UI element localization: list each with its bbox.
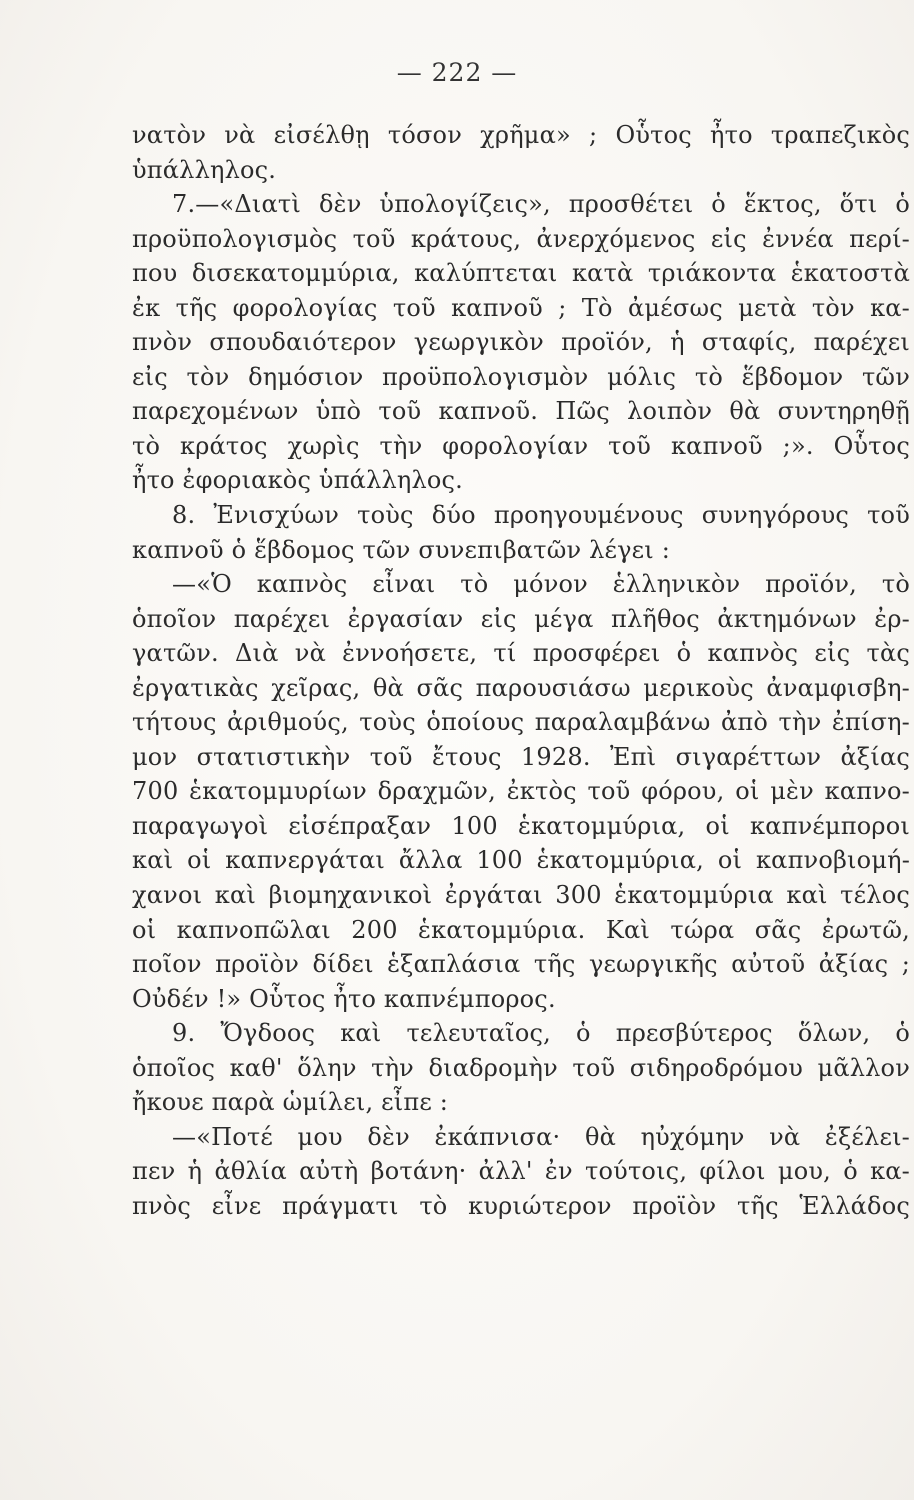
text-line: 7.—«Διατὶ δὲν ὑπολογίζεις», προσθέτει ὁ ἕκτος, ὅτι ὁ <box>172 190 910 219</box>
page-number: — 222 — <box>396 58 518 87</box>
text-line: πεν ἡ ἀθλία αὐτὴ βοτάνη· ἀλλ' ἐν τούτοις, φίλοι μου, ὁ κα- <box>132 1157 910 1186</box>
text-line: ἦτο ἐφοριακὸς ὑπάλληλος. <box>132 466 464 495</box>
text-line: γατῶν. Διὰ νὰ ἐννοήσετε, τί προσφέρει ὁ καπνὸς εἰς τὰς <box>132 639 910 668</box>
text-line: παρεχομένων ὑπὸ τοῦ καπνοῦ. Πῶς λοιπὸν θὰ συντηρηθῇ <box>132 397 910 426</box>
text-line: παραγωγοὶ εἰσέπραξαν 100 ἑκατομμύρια, οἱ καπνέμποροι <box>132 811 910 840</box>
text-line: ἐργατικὰς χεῖρας, θὰ σᾶς παρουσιάσω μερικοὺς ἀναμφισβη- <box>132 673 910 702</box>
text-line: ἐκ τῆς φορολογίας τοῦ καπνοῦ ; Τὸ ἀμέσως μετὰ τὸν κα- <box>132 293 910 322</box>
page-text <box>132 118 910 1224</box>
text-line: 700 ἑκατομμυρίων δραχμῶν, ἐκτὸς τοῦ φόρου, οἱ μὲν καπνο- <box>132 777 910 806</box>
text-line: ποῖον προϊὸν δίδει ἑξαπλάσια τῆς γεωργικῆς αὐτοῦ ἀξίας ; <box>132 950 910 979</box>
text-line: χανοι καὶ βιομηχανικοὶ ἐργάται 300 ἑκατομμύρια καὶ τέλος <box>132 881 910 910</box>
text-line: —«Ὁ καπνὸς εἶναι τὸ μόνον ἑλληνικὸν προϊόν, τὸ <box>172 570 910 599</box>
text-line: ὁποῖον παρέχει ἐργασίαν εἰς μέγα πλῆθος ἀκτημόνων ἐρ- <box>132 604 910 633</box>
text-line: —«Ποτέ μου δὲν ἐκάπνισα· θὰ ηὐχόμην νὰ ἐξέλει- <box>172 1122 910 1151</box>
text-line: ἤκουε παρὰ ὡμίλει, εἶπε : <box>132 1088 449 1117</box>
text-line: καπνοῦ ὁ ἕβδομος τῶν συνεπιβατῶν λέγει : <box>132 535 671 564</box>
text-line: καὶ οἱ καπνεργάται ἄλλα 100 ἑκατομμύρια, οἱ καπνοβιομή- <box>132 846 910 875</box>
text-line: πνὸς εἶνε πράγματι τὸ κυριώτερον προϊὸν τῆς Ἑλλάδος <box>132 1191 910 1220</box>
text-line: τὸ κράτος χωρὶς τὴν φορολογίαν τοῦ καπνοῦ ;». Οὗτος <box>132 431 910 460</box>
text-line: νατὸν νὰ εἰσέλθῃ τόσον χρῆμα» ; Οὗτος ἦτο τραπεζικὸς <box>132 121 910 149</box>
text-line: τήτους ἀριθμούς, τοὺς ὁποίους παραλαμβάνω ἀπὸ τὴν ἐπίση- <box>132 708 910 737</box>
text-line: ὑπάλληλος. <box>132 155 277 184</box>
text-line: ὁποῖος καθ' ὅλην τὴν διαδρομὴν τοῦ σιδηροδρόμου μᾶλλον <box>132 1053 910 1082</box>
text-line: οἱ καπνοπῶλαι 200 ἑκατομμύρια. Καὶ τώρα σᾶς ἐρωτῶ, <box>132 915 910 944</box>
text-line: Οὐδέν !» Οὗτος ἦτο καπνέμπορος. <box>132 984 556 1013</box>
text-line: μον στατιστικὴν τοῦ ἔτους 1928. Ἐπὶ σιγαρέττων ἀξίας <box>132 742 910 771</box>
text-line: 8. Ἐνισχύων τοὺς δύο προηγουμένους συνηγόρους τοῦ <box>172 501 910 530</box>
text-line: εἰς τὸν δημόσιον προϋπολογισμὸν μόλις τὸ ἕβδομον τῶν <box>132 362 910 391</box>
text-line: πνὸν σπουδαιότερον γεωργικὸν προϊόν, ἡ σταφίς, παρέχει <box>132 328 910 357</box>
text-line: που δισεκατομμύρια, καλύπτεται κατὰ τριάκοντα ἑκατοστὰ <box>132 259 910 288</box>
text-line: προϋπολογισμὸς τοῦ κράτους, ἀνερχόμενος εἰς ἐννέα περί- <box>132 224 910 253</box>
text-line: 9. Ὄγδοος καὶ τελευταῖος, ὁ πρεσβύτερος ὅλων, ὁ <box>172 1019 910 1048</box>
